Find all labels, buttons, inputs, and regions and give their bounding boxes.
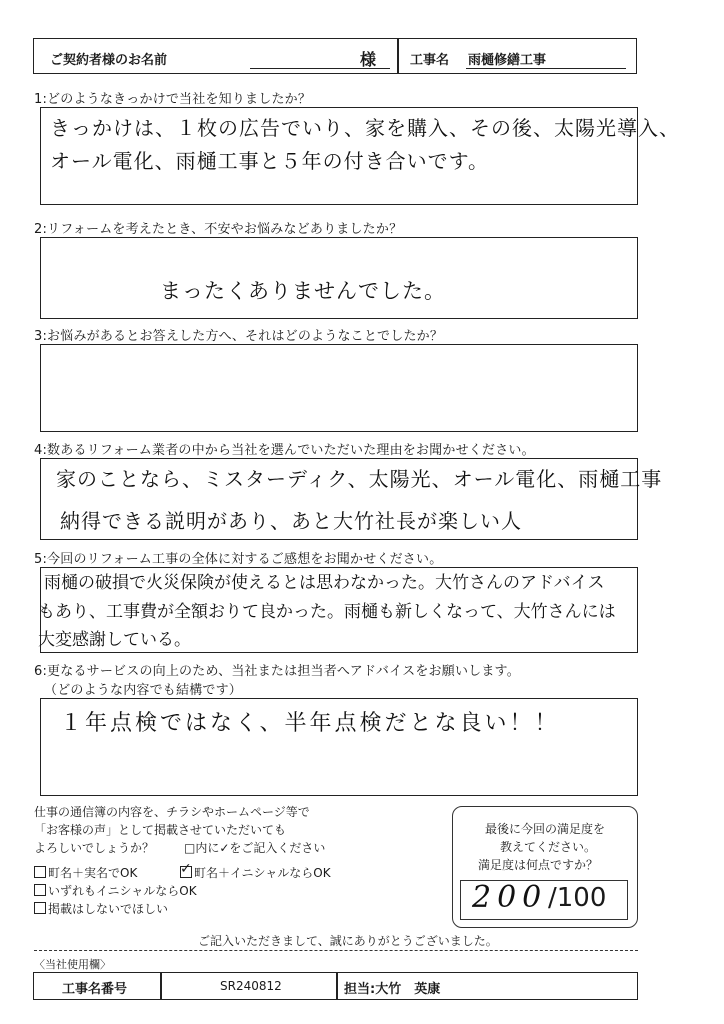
consent-text-line-1: 仕事の通信簿の内容を、チラシやホームページ等で [34,805,310,819]
question-5-answer-line-3: 大変感謝している。 [38,630,191,650]
question-6-sublabel: （どのような内容でも結構です） [44,683,243,698]
question-5-answer-line-1: 雨樋の破損で火災保険が使えるとは思わなかった。大竹さんのアドバイス [44,573,605,593]
question-4-label: 4:数あるリフォーム業者の中から当社を選んでいただいた理由をお聞かせください。 [34,443,535,458]
question-4-answer-line-1: 家のことなら、ミスターディク、太陽光、オール電化、雨樋工事 [56,467,663,491]
consent-text-line-3: よろしいでしょうか？ [34,841,155,855]
question-5-answer-line-2: もあり、工事費が全額おりて良かった。雨樋も新しくなって、大竹さんには [38,602,616,622]
staff-label: 担当:大竹 英康 [344,982,441,997]
question-3-label: 3:お悩みがあるとお答えした方へ、それはどのようなことでしたか？ [34,329,444,344]
option-3-label: いずれもイニシャルならOK [48,884,197,898]
question-1-answer-line-2: オール電化、雨樋工事と５年の付き合いです。 [50,149,489,173]
thanks-message: ご記入いただきまして、誠にありがとうございました。 [198,934,498,948]
score-max: /100 [548,883,607,913]
office-divider-1 [160,972,162,1000]
satisfaction-question-line-1: 最後に今回の満足度を [485,822,606,836]
consent-instruction: □内に✓をご記入ください [184,841,326,855]
project-label: 工事名 [410,53,450,68]
question-1-label: 1:どのようなきっかけで当社を知りましたか？ [34,92,312,107]
consent-option-4[interactable] [34,900,168,917]
satisfaction-question-line-3: 満足度は何点ですか？ [478,858,599,872]
dashed-divider [34,950,638,951]
consent-option-2[interactable] [180,864,331,881]
question-4-answer-line-2: 納得できる説明があり、あと大竹社長が楽しい人 [60,509,522,533]
honorific-label: 様 [360,50,377,69]
satisfaction-question-line-2: 教えてください。 [500,840,597,854]
question-2-label: 2:リフォームを考えたとき、不安やお悩みなどありましたか？ [34,222,403,237]
consent-option-1[interactable] [34,864,137,881]
question-6-answer-line-1: １年点検ではなく、半年点検だとな良い！！ [60,711,560,736]
contract-name-label: ご契約者様のお名前 [50,53,168,68]
question-6-label: 6:更なるサービスの向上のため、当社または担当者へアドバイスをお願いします。 [34,664,520,679]
office-divider-2 [336,972,338,1000]
checkbox-1[interactable] [34,866,46,878]
project-name: 雨樋修繕工事 [468,53,547,68]
checkbox-4[interactable] [34,902,46,914]
checkbox-3[interactable] [34,884,46,896]
project-underline [466,68,626,69]
score-value: 200 [472,880,548,915]
question-1-answer-line-1: きっかけは、１枚の広告でいり、家を購入、その後、太陽光導入、 [50,116,680,140]
option-4-label: 掲載はしないでほしい [48,902,169,916]
office-use-label: 〈当社使用欄〉 [34,958,111,971]
consent-option-3[interactable] [34,882,197,899]
question-5-label: 5:今回のリフォーム工事の全体に対するご感想をお聞かせください。 [34,552,443,567]
consent-text-line-2: 「お客様の声」として掲載させていただいても [34,823,287,837]
project-code-value: SR240812 [220,979,282,993]
checkbox-2-checked[interactable] [180,866,192,878]
question-3-answer-box[interactable] [40,344,638,432]
header-divider [397,38,399,74]
option-2-label: 町名＋イニシャルならOK [194,866,331,880]
project-code-label: 工事名番号 [62,982,128,997]
question-2-answer-line-1: まったくありませんでした。 [160,279,446,303]
option-1-label: 町名＋実名でOK [48,866,138,880]
